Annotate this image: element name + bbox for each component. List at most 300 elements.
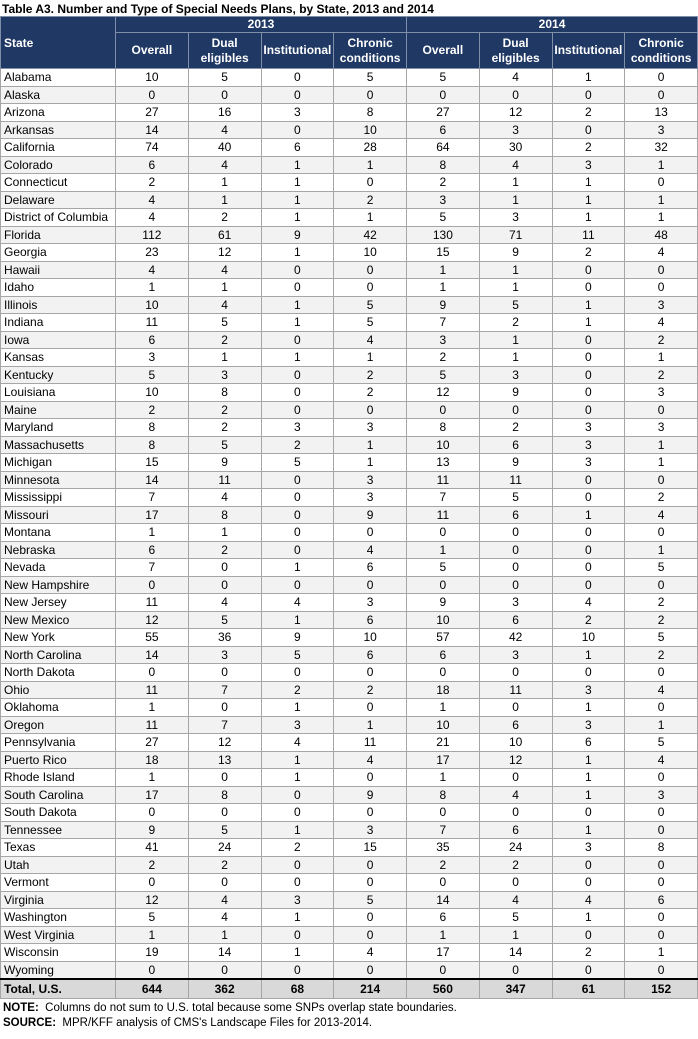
- value-cell: 1: [188, 191, 261, 209]
- value-cell: 0: [625, 401, 698, 419]
- value-cell: 1: [625, 944, 698, 962]
- value-cell: 9: [479, 454, 552, 472]
- value-cell: 1: [188, 926, 261, 944]
- state-cell: Georgia: [1, 244, 116, 262]
- value-cell: 8: [407, 786, 480, 804]
- value-cell: 11: [116, 314, 189, 332]
- value-cell: 0: [261, 86, 334, 104]
- value-cell: 1: [116, 769, 189, 787]
- state-cell: Colorado: [1, 156, 116, 174]
- table-row: [1, 454, 698, 472]
- value-cell: 0: [334, 961, 407, 979]
- value-cell: 0: [261, 331, 334, 349]
- value-cell: 1: [625, 349, 698, 367]
- value-cell: 19: [116, 944, 189, 962]
- value-cell: 11: [407, 471, 480, 489]
- value-cell: 5: [188, 436, 261, 454]
- value-cell: 0: [407, 804, 480, 822]
- value-cell: 10: [407, 611, 480, 629]
- value-cell: 1: [334, 436, 407, 454]
- value-cell: 0: [334, 86, 407, 104]
- value-cell: 3: [261, 716, 334, 734]
- value-cell: 0: [334, 664, 407, 682]
- subcolumn-header: Overall: [407, 33, 480, 69]
- table-row: [1, 734, 698, 752]
- value-cell: 2: [625, 489, 698, 507]
- value-cell: 1: [261, 209, 334, 227]
- state-cell: North Dakota: [1, 664, 116, 682]
- value-cell: 1: [625, 454, 698, 472]
- value-cell: 36: [188, 629, 261, 647]
- subcolumn-header: Institutional: [552, 33, 625, 69]
- value-cell: 3: [334, 419, 407, 437]
- value-cell: 1: [552, 909, 625, 927]
- state-cell: Florida: [1, 226, 116, 244]
- value-cell: 1: [479, 279, 552, 297]
- value-cell: 68: [261, 979, 334, 999]
- value-cell: 5: [334, 891, 407, 909]
- value-cell: 32: [625, 139, 698, 157]
- table-row: [1, 664, 698, 682]
- value-cell: 6: [116, 156, 189, 174]
- value-cell: 0: [552, 664, 625, 682]
- value-cell: 40: [188, 139, 261, 157]
- value-cell: 11: [116, 594, 189, 612]
- value-cell: 0: [479, 541, 552, 559]
- value-cell: 5: [334, 69, 407, 87]
- state-cell: California: [1, 139, 116, 157]
- value-cell: 1: [552, 191, 625, 209]
- state-cell: Connecticut: [1, 174, 116, 192]
- value-cell: 10: [407, 716, 480, 734]
- table-row: [1, 681, 698, 699]
- value-cell: 11: [116, 716, 189, 734]
- value-cell: 0: [261, 786, 334, 804]
- value-cell: 18: [116, 751, 189, 769]
- table-body: [1, 69, 698, 999]
- state-cell: Maryland: [1, 419, 116, 437]
- value-cell: 5: [188, 314, 261, 332]
- value-cell: 0: [334, 261, 407, 279]
- state-cell: District of Columbia: [1, 209, 116, 227]
- state-cell: Wisconsin: [1, 944, 116, 962]
- table-row: [1, 156, 698, 174]
- state-cell: Kentucky: [1, 366, 116, 384]
- value-cell: 3: [625, 121, 698, 139]
- value-cell: 1: [407, 541, 480, 559]
- value-cell: 6: [625, 891, 698, 909]
- value-cell: 1: [625, 716, 698, 734]
- value-cell: 5: [625, 734, 698, 752]
- table-row: [1, 436, 698, 454]
- value-cell: 130: [407, 226, 480, 244]
- value-cell: 0: [188, 664, 261, 682]
- value-cell: 4: [479, 69, 552, 87]
- value-cell: 24: [479, 839, 552, 857]
- value-cell: 1: [407, 769, 480, 787]
- value-cell: 5: [188, 611, 261, 629]
- table-row: [1, 611, 698, 629]
- value-cell: 3: [334, 821, 407, 839]
- value-cell: 3: [188, 646, 261, 664]
- value-cell: 42: [334, 226, 407, 244]
- value-cell: 6: [261, 139, 334, 157]
- value-cell: 9: [188, 454, 261, 472]
- value-cell: 1: [407, 261, 480, 279]
- value-cell: 1: [261, 909, 334, 927]
- table-row: [1, 839, 698, 857]
- value-cell: 27: [116, 734, 189, 752]
- value-cell: 11: [407, 506, 480, 524]
- state-cell: Minnesota: [1, 471, 116, 489]
- value-cell: 0: [334, 769, 407, 787]
- value-cell: 644: [116, 979, 189, 999]
- value-cell: 8: [188, 506, 261, 524]
- value-cell: 1: [261, 611, 334, 629]
- value-cell: 0: [334, 279, 407, 297]
- table-row: [1, 909, 698, 927]
- value-cell: 0: [407, 874, 480, 892]
- value-cell: 2: [334, 191, 407, 209]
- value-cell: 6: [479, 436, 552, 454]
- table-row: [1, 874, 698, 892]
- value-cell: 7: [116, 489, 189, 507]
- value-cell: 0: [625, 69, 698, 87]
- value-cell: 0: [261, 576, 334, 594]
- state-cell: Wyoming: [1, 961, 116, 979]
- value-cell: 0: [552, 559, 625, 577]
- value-cell: 1: [552, 646, 625, 664]
- table-row: [1, 104, 698, 122]
- table-row: [1, 594, 698, 612]
- value-cell: 0: [552, 384, 625, 402]
- state-cell: Oklahoma: [1, 699, 116, 717]
- value-cell: 2: [334, 384, 407, 402]
- value-cell: 3: [407, 331, 480, 349]
- state-cell: Louisiana: [1, 384, 116, 402]
- value-cell: 0: [261, 366, 334, 384]
- year-header-2014: 2014: [407, 17, 698, 33]
- value-cell: 3: [479, 209, 552, 227]
- value-cell: 8: [625, 839, 698, 857]
- table-row: [1, 384, 698, 402]
- value-cell: 2: [479, 419, 552, 437]
- value-cell: 2: [188, 541, 261, 559]
- value-cell: 10: [334, 629, 407, 647]
- state-cell: Hawaii: [1, 261, 116, 279]
- value-cell: 1: [552, 786, 625, 804]
- subcolumn-header: Dual eligibles: [188, 33, 261, 69]
- value-cell: 0: [625, 961, 698, 979]
- value-cell: 0: [552, 121, 625, 139]
- value-cell: 13: [188, 751, 261, 769]
- value-cell: 0: [116, 804, 189, 822]
- state-cell: New York: [1, 629, 116, 647]
- value-cell: 0: [479, 769, 552, 787]
- value-cell: 6: [479, 611, 552, 629]
- value-cell: 2: [625, 611, 698, 629]
- value-cell: 9: [479, 384, 552, 402]
- value-cell: 2: [188, 209, 261, 227]
- value-cell: 14: [116, 646, 189, 664]
- value-cell: 0: [407, 576, 480, 594]
- value-cell: 5: [407, 366, 480, 384]
- state-cell: New Jersey: [1, 594, 116, 612]
- table-row: [1, 856, 698, 874]
- value-cell: 0: [407, 664, 480, 682]
- state-cell: Idaho: [1, 279, 116, 297]
- value-cell: 13: [625, 104, 698, 122]
- value-cell: 2: [334, 366, 407, 384]
- value-cell: 3: [479, 646, 552, 664]
- value-cell: 0: [552, 804, 625, 822]
- value-cell: 9: [261, 629, 334, 647]
- value-cell: 0: [261, 961, 334, 979]
- subcolumn-header: Chronic conditions: [334, 33, 407, 69]
- value-cell: 2: [261, 436, 334, 454]
- value-cell: 0: [407, 961, 480, 979]
- value-cell: 0: [188, 874, 261, 892]
- value-cell: 3: [479, 366, 552, 384]
- value-cell: 0: [479, 576, 552, 594]
- value-cell: 2: [552, 104, 625, 122]
- value-cell: 9: [116, 821, 189, 839]
- value-cell: 4: [188, 261, 261, 279]
- value-cell: 1: [552, 751, 625, 769]
- value-cell: 5: [479, 296, 552, 314]
- value-cell: 5: [334, 296, 407, 314]
- value-cell: 4: [188, 594, 261, 612]
- value-cell: 1: [479, 331, 552, 349]
- value-cell: 21: [407, 734, 480, 752]
- value-cell: 7: [407, 314, 480, 332]
- value-cell: 74: [116, 139, 189, 157]
- value-cell: 0: [479, 401, 552, 419]
- note-text: Columns do not sum to U.S. total because some SNPs overlap state boundaries.: [45, 1002, 457, 1014]
- value-cell: 55: [116, 629, 189, 647]
- value-cell: 0: [188, 804, 261, 822]
- value-cell: 17: [407, 944, 480, 962]
- value-cell: 5: [261, 454, 334, 472]
- table-row: [1, 506, 698, 524]
- value-cell: 0: [261, 856, 334, 874]
- value-cell: 6: [116, 331, 189, 349]
- value-cell: 17: [407, 751, 480, 769]
- value-cell: 11: [552, 226, 625, 244]
- subcolumn-header: Chronic conditions: [625, 33, 698, 69]
- value-cell: 1: [261, 191, 334, 209]
- value-cell: 2: [188, 401, 261, 419]
- state-cell: Illinois: [1, 296, 116, 314]
- value-cell: 560: [407, 979, 480, 999]
- value-cell: 1: [261, 314, 334, 332]
- value-cell: 4: [116, 261, 189, 279]
- value-cell: 6: [479, 821, 552, 839]
- value-cell: 0: [407, 524, 480, 542]
- value-cell: 6: [334, 611, 407, 629]
- value-cell: 1: [334, 716, 407, 734]
- value-cell: 3: [116, 349, 189, 367]
- state-cell: Alabama: [1, 69, 116, 87]
- state-cell: Missouri: [1, 506, 116, 524]
- state-cell: Rhode Island: [1, 769, 116, 787]
- state-cell: Oregon: [1, 716, 116, 734]
- value-cell: 0: [552, 541, 625, 559]
- value-cell: 1: [407, 699, 480, 717]
- table-row: [1, 366, 698, 384]
- value-cell: 0: [261, 279, 334, 297]
- value-cell: 0: [334, 174, 407, 192]
- value-cell: 2: [552, 944, 625, 962]
- value-cell: 3: [261, 104, 334, 122]
- value-cell: 4: [261, 734, 334, 752]
- table-row: [1, 961, 698, 979]
- value-cell: 2: [188, 331, 261, 349]
- value-cell: 0: [625, 261, 698, 279]
- value-cell: 1: [261, 944, 334, 962]
- value-cell: 6: [334, 646, 407, 664]
- value-cell: 2: [188, 419, 261, 437]
- value-cell: 0: [479, 699, 552, 717]
- value-cell: 1: [625, 541, 698, 559]
- value-cell: 0: [334, 926, 407, 944]
- value-cell: 0: [261, 874, 334, 892]
- value-cell: 0: [188, 961, 261, 979]
- value-cell: 15: [334, 839, 407, 857]
- value-cell: 12: [479, 751, 552, 769]
- state-cell: Kansas: [1, 349, 116, 367]
- value-cell: 12: [116, 611, 189, 629]
- value-cell: 10: [116, 384, 189, 402]
- value-cell: 112: [116, 226, 189, 244]
- table-row: [1, 191, 698, 209]
- value-cell: 10: [552, 629, 625, 647]
- value-cell: 14: [116, 471, 189, 489]
- value-cell: 12: [479, 104, 552, 122]
- value-cell: 4: [334, 331, 407, 349]
- value-cell: 1: [552, 314, 625, 332]
- note-label: NOTE:: [3, 1002, 39, 1014]
- value-cell: 0: [116, 86, 189, 104]
- value-cell: 1: [407, 279, 480, 297]
- value-cell: 9: [479, 244, 552, 262]
- value-cell: 61: [188, 226, 261, 244]
- value-cell: 4: [625, 244, 698, 262]
- table-row: [1, 926, 698, 944]
- value-cell: 1: [334, 454, 407, 472]
- value-cell: 0: [188, 86, 261, 104]
- value-cell: 1: [625, 436, 698, 454]
- table-notes: [0, 999, 698, 1031]
- value-cell: 4: [334, 541, 407, 559]
- value-cell: 2: [407, 349, 480, 367]
- value-cell: 4: [479, 786, 552, 804]
- value-cell: 1: [479, 349, 552, 367]
- value-cell: 1: [625, 191, 698, 209]
- value-cell: 0: [334, 699, 407, 717]
- value-cell: 8: [334, 104, 407, 122]
- value-cell: 1: [552, 209, 625, 227]
- value-cell: 3: [334, 471, 407, 489]
- table-row: [1, 471, 698, 489]
- value-cell: 0: [261, 121, 334, 139]
- value-cell: 6: [479, 506, 552, 524]
- value-cell: 18: [407, 681, 480, 699]
- value-cell: 8: [116, 419, 189, 437]
- value-cell: 1: [479, 174, 552, 192]
- value-cell: 1: [552, 296, 625, 314]
- value-cell: 0: [407, 86, 480, 104]
- state-cell: Ohio: [1, 681, 116, 699]
- value-cell: 8: [407, 156, 480, 174]
- value-cell: 0: [479, 559, 552, 577]
- state-cell: Arizona: [1, 104, 116, 122]
- value-cell: 5: [116, 909, 189, 927]
- table-row: [1, 716, 698, 734]
- state-cell: Nevada: [1, 559, 116, 577]
- subcolumn-header: Institutional: [261, 33, 334, 69]
- value-cell: 11: [334, 734, 407, 752]
- value-cell: 1: [552, 821, 625, 839]
- value-cell: 4: [116, 191, 189, 209]
- value-cell: 0: [625, 576, 698, 594]
- value-cell: 6: [407, 121, 480, 139]
- value-cell: 57: [407, 629, 480, 647]
- value-cell: 8: [407, 419, 480, 437]
- value-cell: 1: [188, 349, 261, 367]
- value-cell: 2: [116, 856, 189, 874]
- value-cell: 14: [116, 121, 189, 139]
- table-row: [1, 786, 698, 804]
- value-cell: 2: [261, 681, 334, 699]
- value-cell: 12: [407, 384, 480, 402]
- value-cell: 0: [188, 559, 261, 577]
- value-cell: 4: [188, 489, 261, 507]
- value-cell: 17: [116, 786, 189, 804]
- value-cell: 1: [625, 156, 698, 174]
- value-cell: 0: [625, 699, 698, 717]
- value-cell: 0: [552, 331, 625, 349]
- value-cell: 4: [625, 751, 698, 769]
- value-cell: 4: [552, 891, 625, 909]
- value-cell: 2: [479, 856, 552, 874]
- value-cell: 6: [334, 559, 407, 577]
- value-cell: 0: [625, 821, 698, 839]
- value-cell: 0: [261, 261, 334, 279]
- value-cell: 0: [552, 349, 625, 367]
- value-cell: 1: [261, 751, 334, 769]
- value-cell: 2: [625, 594, 698, 612]
- state-cell: West Virginia: [1, 926, 116, 944]
- table-row: [1, 226, 698, 244]
- value-cell: 0: [261, 664, 334, 682]
- value-cell: 0: [625, 86, 698, 104]
- value-cell: 11: [479, 681, 552, 699]
- value-cell: 1: [334, 156, 407, 174]
- value-cell: 152: [625, 979, 698, 999]
- value-cell: 0: [625, 664, 698, 682]
- state-cell: Indiana: [1, 314, 116, 332]
- value-cell: 5: [116, 366, 189, 384]
- value-cell: 0: [261, 804, 334, 822]
- value-cell: 27: [407, 104, 480, 122]
- value-cell: 10: [116, 296, 189, 314]
- value-cell: 0: [116, 961, 189, 979]
- table-row: [1, 559, 698, 577]
- value-cell: 0: [334, 804, 407, 822]
- state-cell: Iowa: [1, 331, 116, 349]
- value-cell: 4: [625, 314, 698, 332]
